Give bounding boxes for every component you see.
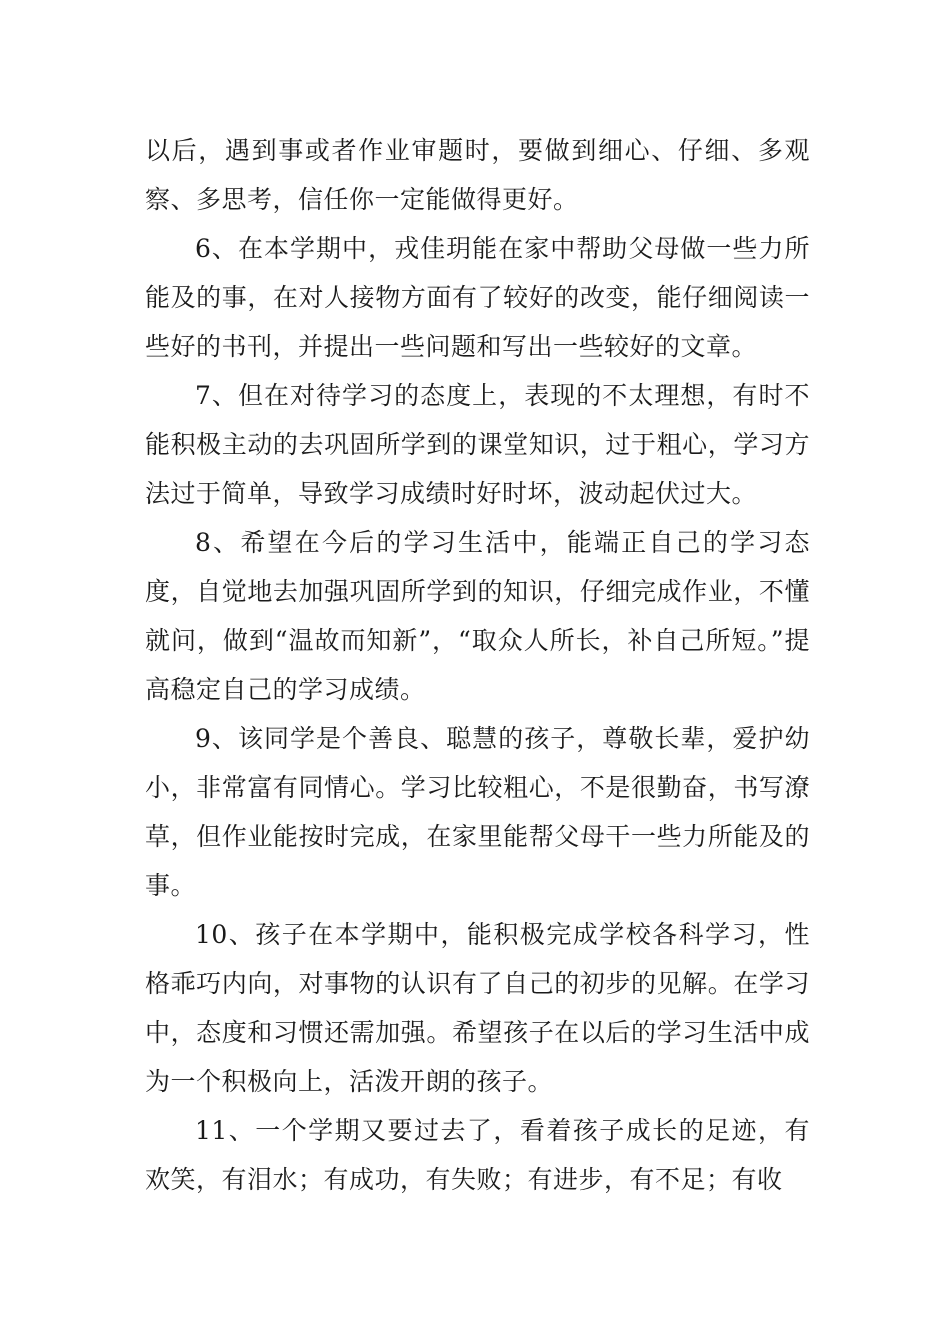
paragraph-9: 9、该同学是个善良、聪慧的孩子，尊敬长辈，爱护幼小，非常富有同情心。学习比较粗心，不是很勤奋，书写潦草，但作业能按时完成，在家里能帮父母干一些力所能及的事。	[145, 724, 810, 900]
paragraph-10: 10、孩子在本学期中，能积极完成学校各科学习，性格乖巧内向，对事物的认识有了自己的初步的见解。在学习中，态度和习惯还需加强。希望孩子在以后的学习生活中成为一个积极向上，活泼开朗的孩子。	[145, 920, 810, 1096]
paragraph-8: 8、希望在今后的学习生活中，能端正自己的学习态度，自觉地去加强巩固所学到的知识，仔细完成作业，不懂就问，做到“温故而知新”，“取众人所长，补自己所短。”提高稳定自己的学习成绩。	[145, 528, 810, 704]
paragraph-7: 7、但在对待学习的态度上，表现的不太理想，有时不能积极主动的去巩固所学到的课堂知识，过于粗心，学习方法过于简单，导致学习成绩时好时坏，波动起伏过大。	[145, 381, 810, 508]
paragraph-11: 11、一个学期又要过去了，看着孩子成长的足迹，有欢笑，有泪水；有成功，有失败；有进步，有不足；有收	[145, 1116, 810, 1194]
paragraph-6: 6、在本学期中，戎佳玥能在家中帮助父母做一些力所能及的事，在对人接物方面有了较好的改变，能仔细阅读一些好的书刊，并提出一些问题和写出一些较好的文章。	[145, 234, 810, 361]
document-body	[145, 126, 810, 1204]
paragraph-continuation: 以后，遇到事或者作业审题时，要做到细心、仔细、多观察、多思考，信任你一定能做得更好。	[145, 136, 810, 214]
